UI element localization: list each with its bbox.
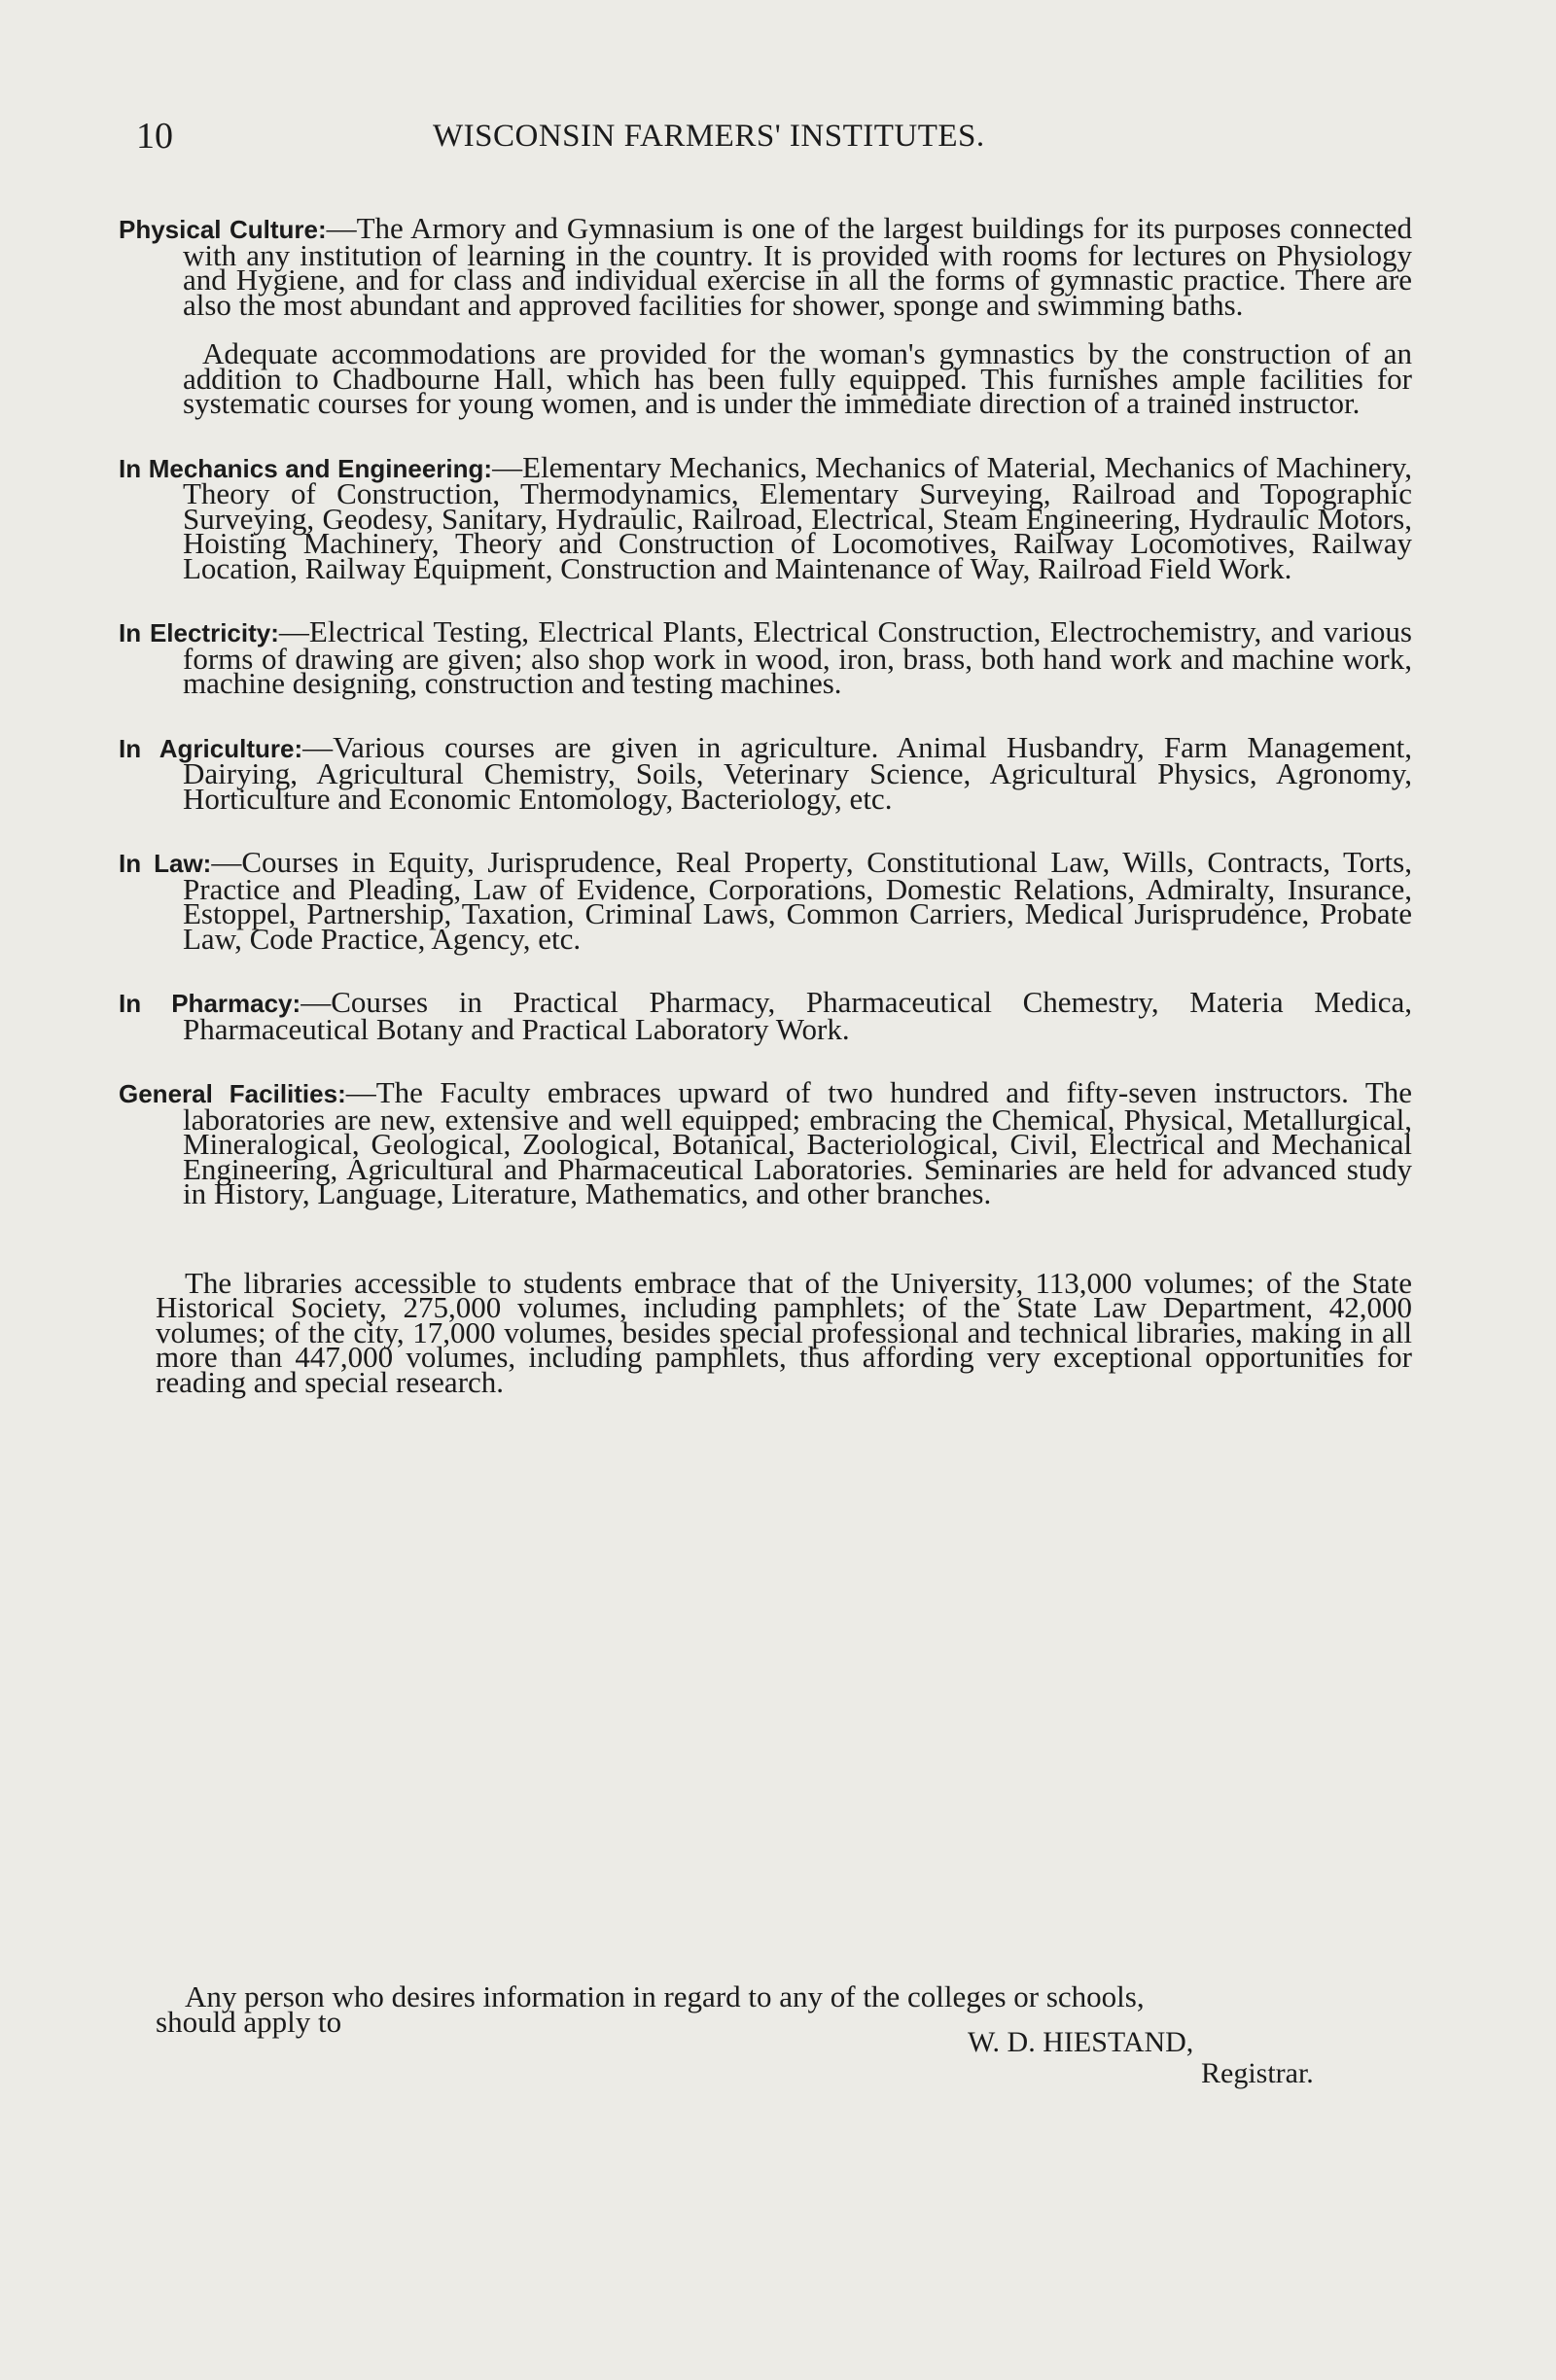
section-heading: In Agriculture: [119,733,303,763]
section-text: —Electrical Testing, Electrical Plants, Electrical Construction, Electrochemistry, and various forms of drawing are given; also shop work in wood, iron, brass, both hand work and machine work, machine designing, construction and testing machines. [183,614,1412,700]
section-law [119,845,1412,956]
section-heading: General Facilities: [119,1079,346,1108]
contact-line-1: Any person who desires information in regard to any of the colleges or schools, [185,1979,1145,2013]
page-number: 10 [136,116,173,157]
section-text: —Elementary Mechanics, Mechanics of Material, Mechanics of Machinery, Theory of Construction, Thermodynamics, Elementary Surveying, Railroad and Topographic Surveying, Geodesy, Sanitary, Hydraulic, Railroad, Electrical, Steam Engineering, Hydraulic Motors, Hoisting Machinery, Theory and Construction of Locomotives, Railway Locomotives, Railway Location, Railway Equipment, Construction and Maintenance of Way, Railroad Field Work. [183,449,1413,585]
section-heading: In Mechanics and Engineering: [119,453,493,483]
registrar-title: Registrar. [1201,2057,1314,2089]
section-agriculture [119,729,1412,816]
section-text: —Various courses are given in agriculture. Animal Husbandry, Farm Management, Dairying, Agricultural Chemistry, Soils, Veterinary Science, Agricultural Physics, Agronomy, Horticulture and Economic Entomology, Bacteriology, etc. [183,729,1412,816]
section-mechanics-engineering [119,449,1413,585]
section-text: —Courses in Practical Pharmacy, Pharmaceutical Chemestry, Materia Medica, Pharmaceutical Botany and Practical Laboratory Work. [183,985,1412,1046]
section-heading: In Law: [119,849,212,878]
section-text: —The Armory and Gymnasium is one of the largest buildings for its purposes connected with any institution of learning in the country. It is provided with rooms for lectures on Physiology and Hygiene, and for class and individual exercise in all the forms of gymnastic practice. There are also the most abundant and approved facilities for shower, sponge and swimming baths. [183,211,1412,322]
signature-block [968,2027,1314,2089]
section-text: —The Faculty embraces upward of two hundred and fifty-seven instructors. The laboratories are new, extensive and well equipped; embracing the Chemical, Physical, Metallurgical, Mineralogical, Geological, Zoological, Botanical, Bacteriological, Civil, Electrical and Mechanical Engineering, Agricultural and Pharmaceutical Laboratories. Seminaries are held for advanced study in History, Language, Literature, Mathematics, and other branches. [183,1075,1413,1210]
page-body [119,211,1413,1399]
section-general-facilities [119,1075,1413,1210]
page-header [136,115,1400,173]
section-womens-gymnastics [119,336,1412,420]
section-pharmacy [119,985,1412,1046]
section-physical-culture [119,211,1412,322]
section-text: Adequate accommodations are provided for the woman's gymnastics by the construction of an addition to Chadbourne Hall, which has been fully equipped. This furnishes ample facilities for systematic courses for young women, and is under the immediate direction of a trained instructor. [183,336,1412,420]
registrar-name: W. D. HIESTAND, [968,2026,1194,2058]
libraries-paragraph: The libraries accessible to students embrace that of the University, 113,000 volumes; of the State Historical Society, 275,000 volumes, including pamphlets; of the State Law Department, 42,000 volumes; of the city, 17,000 volumes, besides special professional and technical libraries, making in all more than 447,000 volumes, including pamphlets, thus affording very exceptional opportunities for reading and special research. [156,1265,1412,1399]
section-heading: Physical Culture: [119,215,327,244]
running-title: WISCONSIN FARMERS' INSTITUTES. [433,119,985,154]
contact-line-2: should apply to [156,2004,342,2039]
section-text: —Courses in Equity, Jurisprudence, Real Property, Constitutional Law, Wills, Contracts, Torts, Practice and Pleading, Law of Evidence, Corporations, Domestic Relations, Admiralty, Insurance, Estoppel, Partnership, Taxation, Criminal Laws, Common Carriers, Medical Jurisprudence, Probate Law, Code Practice, Agency, etc. [183,845,1412,956]
section-electricity [119,614,1412,700]
section-heading: In Electricity: [119,618,279,648]
section-heading: In Pharmacy: [119,989,301,1018]
